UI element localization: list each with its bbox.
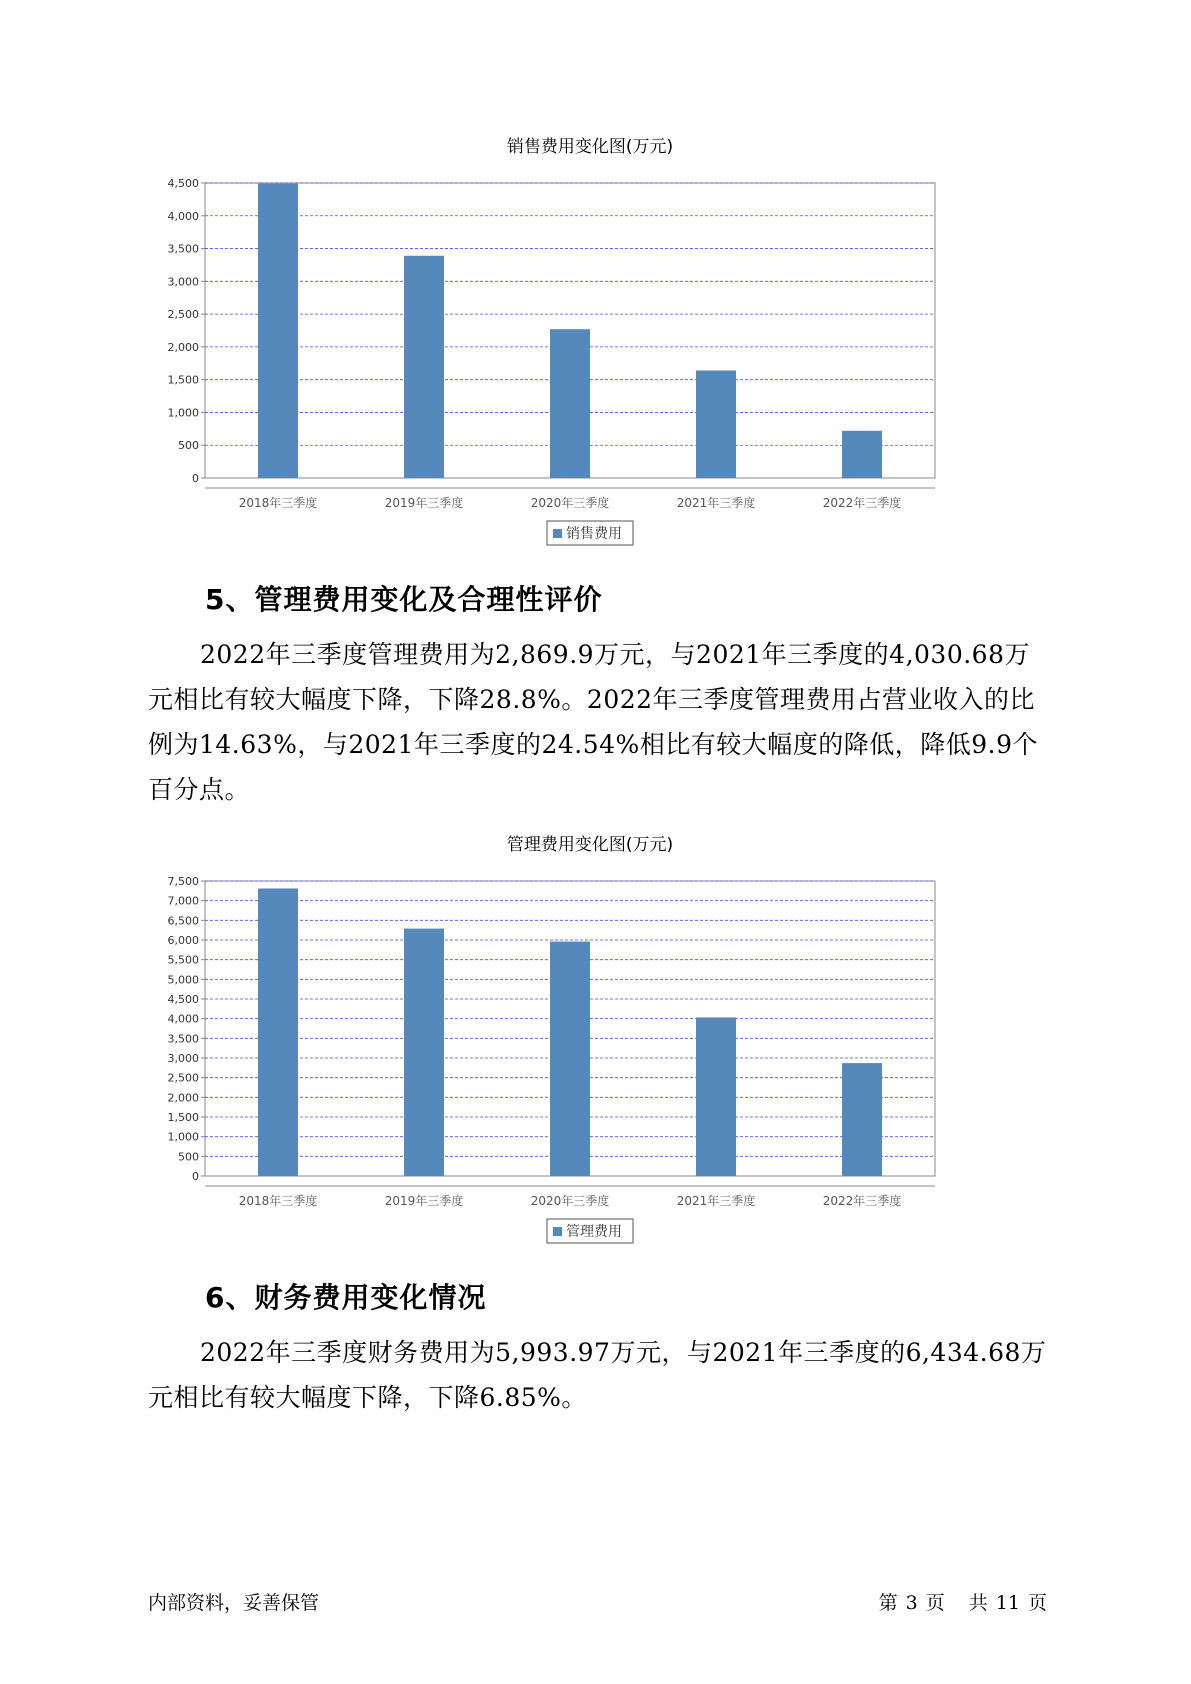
chart-title: 销售费用变化图(万元) [506,137,674,157]
y-tick-label: 0 [192,1170,199,1183]
footer-confidential: 内部资料，妥善保管 [148,1592,320,1614]
y-tick-label: 3,000 [167,275,199,289]
x-tick-label: 2019年三季度 [384,1194,464,1208]
y-tick-label: 2,000 [167,1091,199,1105]
x-tick-label: 2022年三季度 [822,1194,902,1208]
footer-page-info [875,1588,1051,1615]
total-pages: 11 [995,1592,1020,1614]
chart-title: 管理费用变化图(万元) [506,835,674,855]
admin-expense-chart [150,826,1050,1296]
bar [258,184,298,478]
y-tick-label: 4,500 [167,177,199,190]
y-tick-label: 2,000 [167,340,199,354]
total-prefix: 共 [968,1592,988,1614]
legend-swatch [553,529,562,538]
x-tick-label: 2018年三季度 [238,496,318,510]
y-tick-label: 5,500 [167,953,199,967]
bar [842,431,882,478]
y-tick-label: 500 [178,439,199,453]
bar [696,1017,736,1176]
y-tick-label: 4,000 [167,209,199,223]
bar [696,370,736,478]
y-tick-label: 1,500 [167,1111,199,1124]
y-tick-label: 1,000 [167,406,199,420]
bar [258,888,298,1176]
bar [550,942,590,1176]
sales-expense-chart [150,128,1050,598]
y-tick-label: 7,000 [167,894,199,908]
legend-label: 销售费用 [566,526,622,542]
section6-paragraph: 2022年三季度财务费用为5,993.97万元，与2021年三季度的6,434.68万元相比有较大幅度下降，下降6.85%。 [148,1338,1047,1412]
y-tick-label: 1,500 [167,373,199,387]
page-number: 3 [905,1592,918,1614]
x-tick-label: 2021年三季度 [676,496,756,510]
y-tick-label: 3,500 [167,1032,199,1046]
y-tick-label: 4,000 [167,1012,199,1026]
bar [550,329,590,478]
section5-paragraph: 2022年三季度管理费用为2,869.9万元，与2021年三季度的4,030.68万元相比有较大幅度下降，下降28.8%。2022年三季度管理费用占营业收入的比例为14.63%，与2021年三季度的24.54%相比有较大幅度的降低，降低9.9个百分点。 [148,640,1039,804]
y-tick-label: 5,000 [167,973,199,987]
y-tick-label: 6,500 [167,914,199,928]
y-tick-label: 1,000 [167,1130,199,1144]
section6-heading: 6、财务费用变化情况 [205,1281,487,1314]
page-prefix: 第 [878,1592,898,1614]
bar [404,256,444,478]
x-tick-label: 2020年三季度 [530,496,610,510]
bar [842,1063,882,1176]
admin-expense-chart-svg [150,826,1050,1296]
y-tick-label: 3,000 [167,1052,199,1065]
y-tick-label: 2,500 [167,308,199,322]
bar [404,929,444,1176]
x-tick-label: 2019年三季度 [384,496,464,510]
y-tick-label: 4,500 [167,993,199,1006]
y-tick-label: 0 [192,472,199,485]
x-tick-label: 2021年三季度 [676,1194,756,1208]
x-tick-label: 2020年三季度 [530,1194,610,1208]
x-tick-label: 2018年三季度 [238,1194,318,1208]
y-tick-label: 3,500 [167,242,199,256]
sales-expense-chart-svg [150,128,1050,598]
y-tick-label: 6,000 [167,934,199,947]
section5-heading: 5、管理费用变化及合理性评价 [205,583,603,616]
legend-label: 管理费用 [566,1224,622,1240]
x-tick-label: 2022年三季度 [822,496,902,510]
y-tick-label: 7,500 [167,875,199,888]
total-unit: 页 [1027,1592,1047,1614]
legend-swatch [553,1227,562,1236]
y-tick-label: 500 [178,1150,199,1164]
page-unit: 页 [925,1592,945,1614]
y-tick-label: 2,500 [167,1071,199,1085]
